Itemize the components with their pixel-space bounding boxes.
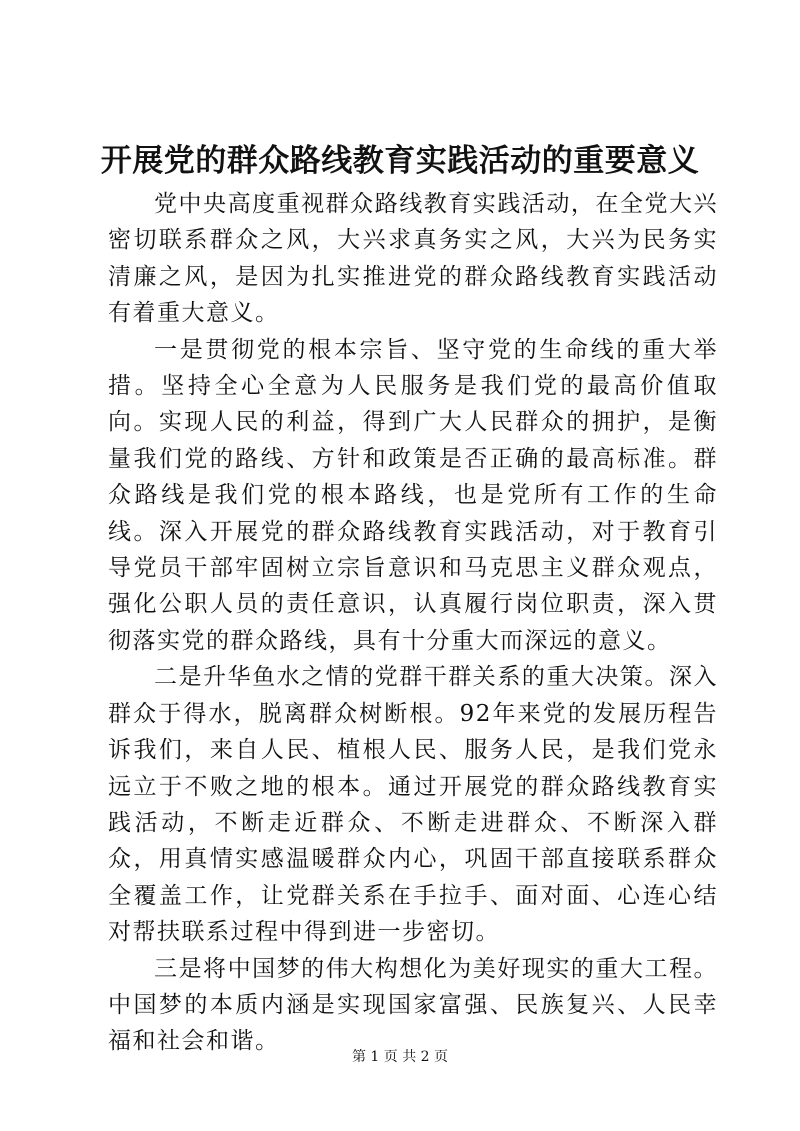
paragraph-point-one: 一是贯彻党的根本宗旨、坚守党的生命线的重大举措。坚持全心全意为人民服务是我们党的最高价值取向。实现人民的利益，得到广大人民群众的拥护，是衡量我们党的路线、方针和政策是否正确的最高标准。群众路线是我们党的根本路线，也是党所有工作的生命线。深入开展党的群众路线教育实践活动，对于教育引导党员干部牢固树立宗旨意识和马克思主义群众观点，强化公职人员的责任意识，认真履行岗位职责，深入贯彻落实党的群众路线，具有十分重大而深远的意义。: [108, 336, 718, 654]
paragraph-point-three: 三是将中国梦的伟大构想化为美好现实的重大工程。中国梦的本质内涵是实现国家富强、民族复兴、人民幸福和社会和谐。: [108, 955, 718, 1055]
paragraph-point-two: 二是升华鱼水之情的党群干群关系的重大决策。深入群众于得水，脱离群众树断根。92年来党的发展历程告诉我们，来自人民、植根人民、服务人民，是我们党永远立于不败之地的根本。通过开展党的群众路线教育实践活动，不断走近群众、不断走进群众、不断深入群众，用真情实感温暖群众内心，巩固干部直接联系群众全覆盖工作，让党群关系在手拉手、面对面、心连心结对帮扶联系过程中得到进一步密切。: [108, 664, 718, 946]
paragraph-intro: 党中央高度重视群众路线教育实践活动，在全党大兴密切联系群众之风，大兴求真务实之风，大兴为民务实清廉之风，是因为扎实推进党的群众路线教育实践活动有着重大意义。: [108, 191, 718, 327]
document-title: 开展党的群众路线教育实践活动的重要意义: [100, 143, 700, 179]
page-number-footer: 第 1 页 共 2 页: [351, 1049, 449, 1065]
document-body: [108, 186, 718, 1060]
